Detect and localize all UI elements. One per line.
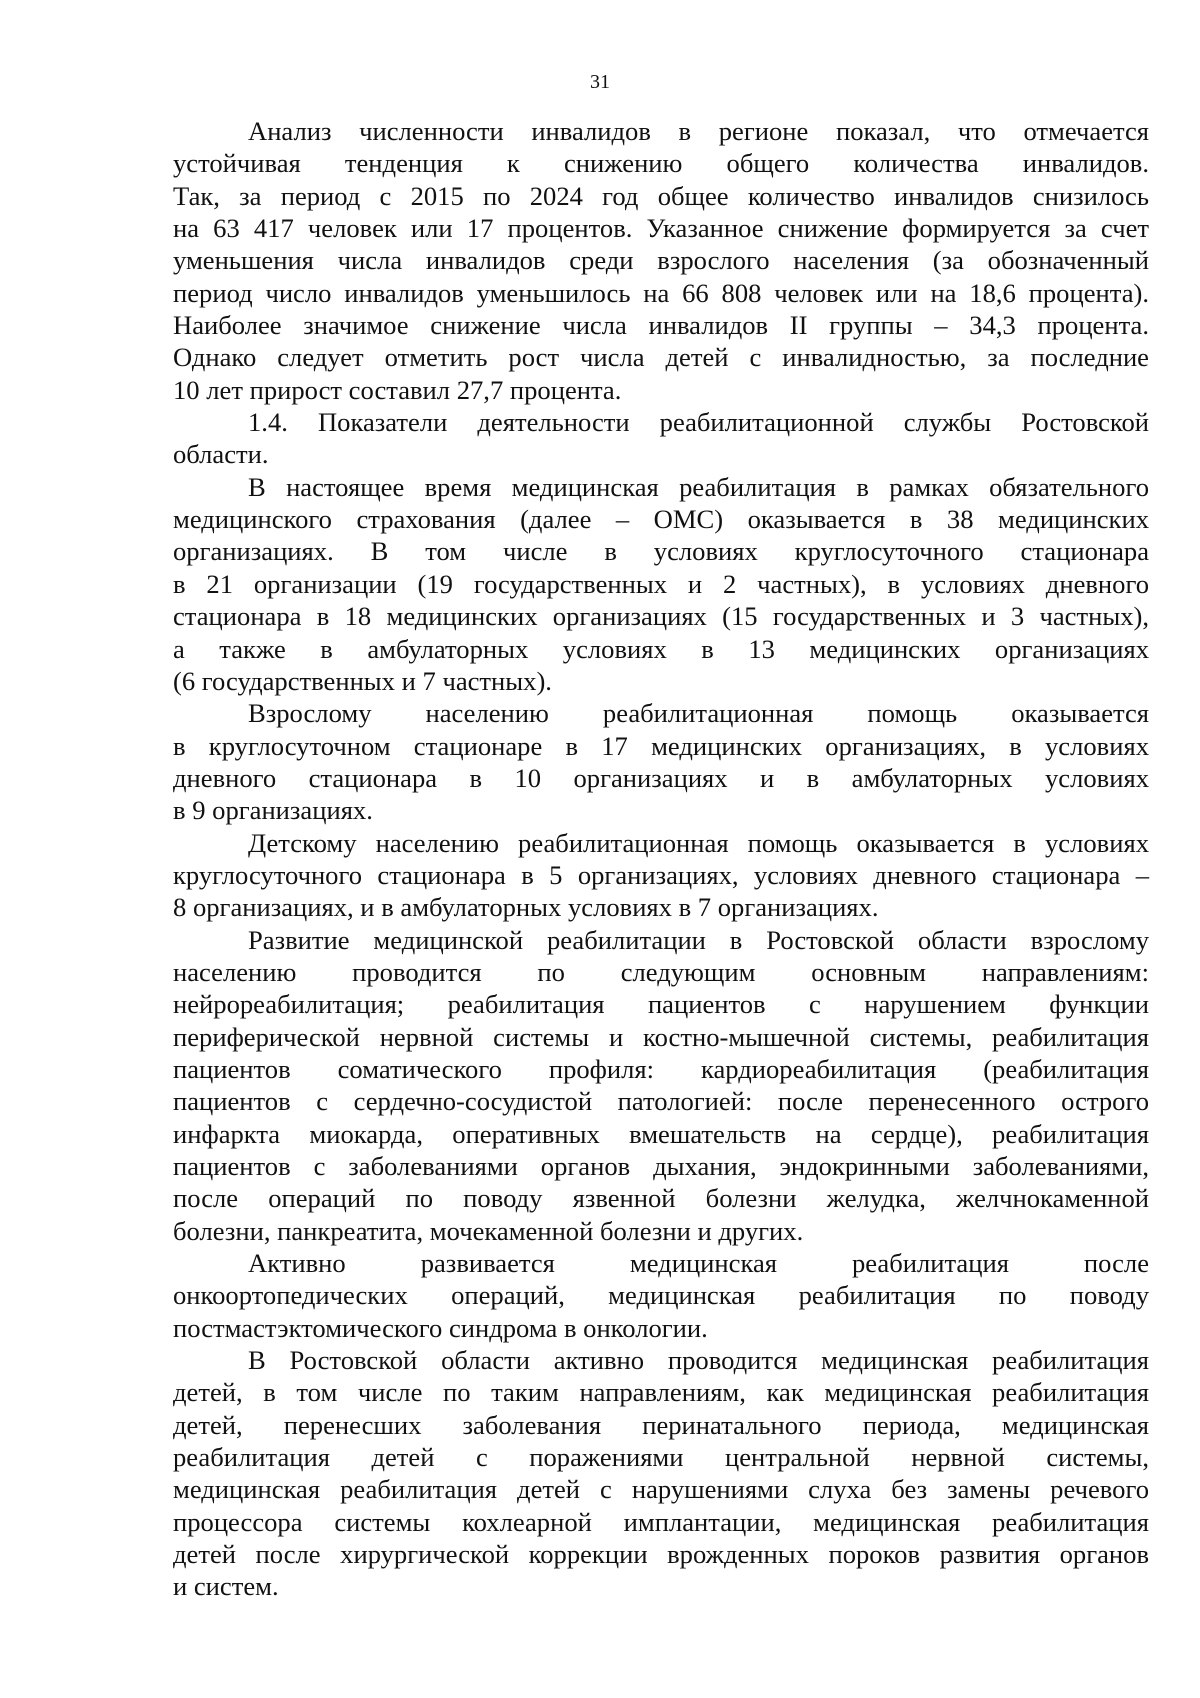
page-number: 31 — [590, 71, 610, 93]
text-line: Так, за период с 2015 по 2024 год общее количество инвалидов снизилось — [173, 180, 1149, 211]
text-line: медицинского страхования (далее – ОМС) оказывается в 38 медицинских — [173, 504, 1149, 535]
text-line: процессора системы кохлеарной имплантации, медицинская реабилитация — [173, 1506, 1149, 1537]
text-line: В Ростовской области активно проводится медицинская реабилитация — [248, 1345, 1149, 1376]
text-line: Наиболее значимое снижение числа инвалидов II группы – 34,3 процента. — [173, 310, 1149, 341]
text-line: в 9 организациях. — [173, 795, 373, 826]
text-line: Развитие медицинской реабилитации в Ростовской области взрослому — [248, 924, 1149, 955]
text-line: периферической нервной системы и костно-мышечной системы, реабилитация — [173, 1021, 1149, 1052]
paragraph — [173, 471, 1149, 697]
paragraph — [173, 827, 1149, 924]
text-line: после операций по поводу язвенной болезни желудка, желчнокаменной — [173, 1183, 1149, 1214]
text-line: населению проводится по следующим основным направлениям: — [173, 956, 1149, 987]
text-line: Взрослому населению реабилитационная помощь оказывается — [248, 698, 1149, 729]
paragraph — [173, 115, 1149, 406]
text-line: организациях. В том числе в условиях круглосуточного стационара — [173, 536, 1149, 567]
text-line: уменьшения числа инвалидов среди взрослого населения (за обозначенный — [173, 245, 1149, 276]
paragraph — [173, 697, 1149, 826]
text-line: устойчивая тенденция к снижению общего количества инвалидов. — [173, 148, 1149, 179]
text-line: период число инвалидов уменьшилось на 66 808 человек или на 18,6 процента). — [173, 277, 1149, 308]
paragraph — [173, 406, 1149, 471]
text-line: Однако следует отметить рост числа детей с инвалидностью, за последние — [173, 342, 1149, 373]
text-line: стационара в 18 медицинских организациях (15 государственных и 3 частных), — [173, 601, 1149, 632]
text-line: области. — [173, 439, 269, 470]
paragraph — [173, 924, 1149, 1247]
paragraph — [173, 1247, 1149, 1344]
text-line: болезни, панкреатита, мочекаменной болезни и других. — [173, 1215, 804, 1246]
paragraph — [173, 1344, 1149, 1603]
text-line: Активно развивается медицинская реабилитация после — [248, 1248, 1149, 1279]
text-line: детей, в том числе по таким направлениям, как медицинская реабилитация — [173, 1377, 1149, 1408]
text-line: онкоортопедических операций, медицинская реабилитация по поводу — [173, 1280, 1149, 1311]
text-line: а также в амбулаторных условиях в 13 медицинских организациях — [173, 633, 1149, 664]
text-line: реабилитация детей с поражениями центральной нервной системы, — [173, 1442, 1149, 1473]
text-line: на 63 417 человек или 17 процентов. Указанное снижение формируется за счет — [173, 213, 1149, 244]
text-line: Анализ численности инвалидов в регионе показал, что отмечается — [248, 116, 1149, 146]
text-line: медицинская реабилитация детей с нарушениями слуха без замены речевого — [173, 1474, 1149, 1505]
text-line: инфаркта миокарда, оперативных вмешательств на сердце), реабилитация — [173, 1118, 1149, 1149]
text-line: и систем. — [173, 1571, 279, 1602]
text-line: круглосуточного стационара в 5 организациях, условиях дневного стационара – — [173, 859, 1149, 890]
text-line: детей после хирургической коррекции врожденных пороков развития органов — [173, 1539, 1149, 1570]
text-line: пациентов с заболеваниями органов дыхания, эндокринными заболеваниями, — [173, 1151, 1149, 1181]
text-line: в 21 организации (19 государственных и 2 частных), в условиях дневного — [173, 568, 1149, 599]
document-body — [173, 115, 1149, 1603]
text-line: 10 лет прирост составил 27,7 процента. — [173, 374, 622, 405]
text-line: пациентов с сердечно-сосудистой патологией: после перенесенного острого — [173, 1086, 1149, 1117]
text-line: нейрореабилитация; реабилитация пациентов с нарушением функции — [173, 989, 1149, 1020]
text-line: Детскому населению реабилитационная помощь оказывается в условиях — [248, 827, 1149, 858]
text-line: постмастэктомического синдрома в онкологии. — [173, 1312, 708, 1343]
text-line: 8 организациях, и в амбулаторных условиях в 7 организациях. — [173, 892, 879, 923]
text-line: 1.4. Показатели деятельности реабилитационной службы Ростовской — [248, 407, 1149, 438]
text-line: В настоящее время медицинская реабилитация в рамках обязательного — [248, 471, 1149, 502]
text-line: детей, перенесших заболевания перинатального периода, медицинская — [173, 1409, 1149, 1440]
text-line: в круглосуточном стационаре в 17 медицинских организациях, в условиях — [173, 730, 1149, 761]
text-line: (6 государственных и 7 частных). — [173, 665, 552, 696]
text-line: пациентов соматического профиля: кардиореабилитация (реабилитация — [173, 1053, 1149, 1084]
text-line: дневного стационара в 10 организациях и в амбулаторных условиях — [173, 762, 1149, 793]
